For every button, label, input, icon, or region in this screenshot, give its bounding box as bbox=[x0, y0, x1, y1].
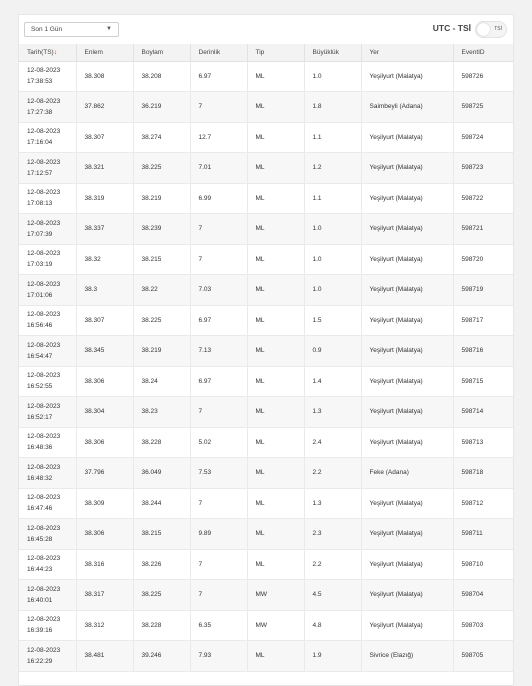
event-id-cell: 598724 bbox=[453, 122, 513, 153]
type-cell: ML bbox=[247, 183, 304, 214]
latitude-cell: 38.307 bbox=[76, 122, 133, 153]
event-time: 16:40:01 bbox=[27, 596, 53, 604]
table-row[interactable] bbox=[19, 580, 513, 611]
type-cell: ML bbox=[247, 519, 304, 550]
event-date: 12-08-2023 bbox=[27, 616, 61, 624]
longitude-cell: 39.246 bbox=[133, 641, 190, 672]
event-date: 12-08-2023 bbox=[27, 219, 61, 227]
column-header-event-id[interactable]: EventID bbox=[453, 44, 513, 61]
location-cell: Yeşilyurt (Malatya) bbox=[361, 488, 453, 519]
location-cell: Yeşilyurt (Malatya) bbox=[361, 397, 453, 428]
event-time: 17:27:38 bbox=[27, 108, 53, 116]
depth-cell: 7.53 bbox=[190, 458, 247, 489]
location-cell: Yeşilyurt (Malatya) bbox=[361, 275, 453, 306]
magnitude-cell: 1.3 bbox=[304, 397, 361, 428]
event-date: 12-08-2023 bbox=[27, 189, 61, 197]
date-cell bbox=[19, 92, 76, 123]
event-date: 12-08-2023 bbox=[27, 250, 61, 258]
event-date: 12-08-2023 bbox=[27, 67, 61, 75]
date-cell bbox=[19, 519, 76, 550]
table-row[interactable] bbox=[19, 641, 513, 672]
event-id-cell: 598703 bbox=[453, 610, 513, 641]
depth-cell: 6.97 bbox=[190, 366, 247, 397]
table-row[interactable] bbox=[19, 397, 513, 428]
latitude-cell: 38.306 bbox=[76, 366, 133, 397]
latitude-cell: 38.309 bbox=[76, 488, 133, 519]
table-row[interactable] bbox=[19, 488, 513, 519]
event-date: 12-08-2023 bbox=[27, 97, 61, 105]
event-id-cell: 598705 bbox=[453, 641, 513, 672]
event-date: 12-08-2023 bbox=[27, 646, 61, 654]
latitude-cell: 37.862 bbox=[76, 92, 133, 123]
event-id-cell: 598721 bbox=[453, 214, 513, 245]
event-date: 12-08-2023 bbox=[27, 524, 61, 532]
date-cell bbox=[19, 366, 76, 397]
column-header-longitude[interactable]: Boylam bbox=[133, 44, 190, 61]
event-time: 17:12:57 bbox=[27, 169, 53, 177]
column-header-depth[interactable]: Derinlik bbox=[190, 44, 247, 61]
event-id-cell: 598717 bbox=[453, 305, 513, 336]
event-time: 16:22:29 bbox=[27, 657, 53, 665]
event-date: 12-08-2023 bbox=[27, 158, 61, 166]
latitude-cell: 38.306 bbox=[76, 519, 133, 550]
event-time: 16:52:55 bbox=[27, 383, 53, 391]
event-date: 12-08-2023 bbox=[27, 128, 61, 136]
event-date: 12-08-2023 bbox=[27, 463, 61, 471]
longitude-cell: 38.225 bbox=[133, 580, 190, 611]
event-time: 16:44:23 bbox=[27, 566, 53, 574]
table-row[interactable] bbox=[19, 366, 513, 397]
location-cell: Yeşilyurt (Malatya) bbox=[361, 580, 453, 611]
timezone-label: UTC - TSİ bbox=[432, 23, 471, 33]
event-id-cell: 598710 bbox=[453, 549, 513, 580]
table-row[interactable] bbox=[19, 183, 513, 214]
longitude-cell: 36.219 bbox=[133, 92, 190, 123]
column-header-date[interactable]: Tarih(TS)↓ bbox=[19, 44, 76, 61]
type-cell: ML bbox=[247, 458, 304, 489]
longitude-cell: 38.22 bbox=[133, 275, 190, 306]
event-id-cell: 598713 bbox=[453, 427, 513, 458]
event-id-cell: 598704 bbox=[453, 580, 513, 611]
longitude-cell: 38.274 bbox=[133, 122, 190, 153]
event-date: 12-08-2023 bbox=[27, 341, 61, 349]
location-cell: Sivrice (Elazığ) bbox=[361, 641, 453, 672]
event-time: 17:01:06 bbox=[27, 291, 53, 299]
event-id-cell: 598719 bbox=[453, 275, 513, 306]
column-header-magnitude[interactable]: Büyüklük bbox=[304, 44, 361, 61]
depth-cell: 7.13 bbox=[190, 336, 247, 367]
event-time: 17:16:04 bbox=[27, 139, 53, 147]
date-cell bbox=[19, 580, 76, 611]
event-time: 17:08:13 bbox=[27, 200, 53, 208]
longitude-cell: 38.225 bbox=[133, 153, 190, 184]
type-cell: MW bbox=[247, 610, 304, 641]
location-cell: Yeşilyurt (Malatya) bbox=[361, 183, 453, 214]
date-cell bbox=[19, 641, 76, 672]
column-header-type[interactable]: Tip bbox=[247, 44, 304, 61]
date-cell bbox=[19, 488, 76, 519]
type-cell: ML bbox=[247, 366, 304, 397]
type-cell: ML bbox=[247, 122, 304, 153]
longitude-cell: 36.049 bbox=[133, 458, 190, 489]
table-row[interactable] bbox=[19, 610, 513, 641]
event-time: 16:48:36 bbox=[27, 444, 53, 452]
location-cell: Yeşilyurt (Malatya) bbox=[361, 549, 453, 580]
table-row[interactable] bbox=[19, 427, 513, 458]
type-cell: ML bbox=[247, 275, 304, 306]
event-date: 12-08-2023 bbox=[27, 585, 61, 593]
depth-cell: 7 bbox=[190, 488, 247, 519]
magnitude-cell: 1.0 bbox=[304, 214, 361, 245]
latitude-cell: 38.3 bbox=[76, 275, 133, 306]
event-date: 12-08-2023 bbox=[27, 433, 61, 441]
table-row[interactable] bbox=[19, 336, 513, 367]
column-header-location[interactable]: Yer bbox=[361, 44, 453, 61]
location-cell: Yeşilyurt (Malatya) bbox=[361, 244, 453, 275]
type-cell: ML bbox=[247, 214, 304, 245]
magnitude-cell: 4.8 bbox=[304, 610, 361, 641]
magnitude-cell: 1.8 bbox=[304, 92, 361, 123]
depth-cell: 7.03 bbox=[190, 275, 247, 306]
type-cell: ML bbox=[247, 305, 304, 336]
location-cell: Yeşilyurt (Malatya) bbox=[361, 366, 453, 397]
location-cell: Yeşilyurt (Malatya) bbox=[361, 122, 453, 153]
location-cell: Yeşilyurt (Malatya) bbox=[361, 61, 453, 92]
latitude-cell: 38.308 bbox=[76, 61, 133, 92]
timezone-toggle[interactable] bbox=[475, 21, 507, 38]
latitude-cell: 38.312 bbox=[76, 610, 133, 641]
table-row[interactable] bbox=[19, 153, 513, 184]
latitude-cell: 37.796 bbox=[76, 458, 133, 489]
event-time: 16:47:46 bbox=[27, 505, 53, 513]
magnitude-cell: 2.3 bbox=[304, 519, 361, 550]
depth-cell: 7 bbox=[190, 244, 247, 275]
magnitude-cell: 1.0 bbox=[304, 275, 361, 306]
magnitude-cell: 1.2 bbox=[304, 153, 361, 184]
type-cell: ML bbox=[247, 153, 304, 184]
earthquake-list-panel bbox=[18, 14, 514, 686]
magnitude-cell: 1.9 bbox=[304, 641, 361, 672]
event-time: 17:38:53 bbox=[27, 78, 53, 86]
event-time: 17:07:39 bbox=[27, 230, 53, 238]
type-cell: ML bbox=[247, 488, 304, 519]
depth-cell: 7 bbox=[190, 92, 247, 123]
event-id-cell: 598716 bbox=[453, 336, 513, 367]
date-cell bbox=[19, 61, 76, 92]
magnitude-cell: 1.1 bbox=[304, 122, 361, 153]
type-cell: ML bbox=[247, 336, 304, 367]
date-cell bbox=[19, 336, 76, 367]
event-id-cell: 598712 bbox=[453, 488, 513, 519]
magnitude-cell: 2.2 bbox=[304, 458, 361, 489]
magnitude-cell: 2.2 bbox=[304, 549, 361, 580]
date-cell bbox=[19, 275, 76, 306]
table-row[interactable] bbox=[19, 122, 513, 153]
date-cell bbox=[19, 244, 76, 275]
event-date: 12-08-2023 bbox=[27, 402, 61, 410]
date-cell bbox=[19, 183, 76, 214]
latitude-cell: 38.32 bbox=[76, 244, 133, 275]
longitude-cell: 38.244 bbox=[133, 488, 190, 519]
depth-cell: 6.99 bbox=[190, 183, 247, 214]
location-cell: Yeşilyurt (Malatya) bbox=[361, 610, 453, 641]
depth-cell: 7 bbox=[190, 214, 247, 245]
table-row[interactable] bbox=[19, 549, 513, 580]
event-time: 17:03:19 bbox=[27, 261, 53, 269]
event-id-cell: 598711 bbox=[453, 519, 513, 550]
event-time: 16:45:28 bbox=[27, 535, 53, 543]
location-cell: Yeşilyurt (Malatya) bbox=[361, 427, 453, 458]
earthquake-table bbox=[19, 44, 513, 672]
date-cell bbox=[19, 397, 76, 428]
event-id-cell: 598720 bbox=[453, 244, 513, 275]
depth-cell: 6.35 bbox=[190, 610, 247, 641]
depth-cell: 7.01 bbox=[190, 153, 247, 184]
event-date: 12-08-2023 bbox=[27, 311, 61, 319]
location-cell: Saimbeyli (Adana) bbox=[361, 92, 453, 123]
longitude-cell: 38.23 bbox=[133, 397, 190, 428]
type-cell: ML bbox=[247, 427, 304, 458]
period-select[interactable] bbox=[24, 22, 119, 37]
magnitude-cell: 1.5 bbox=[304, 305, 361, 336]
event-date: 12-08-2023 bbox=[27, 555, 61, 563]
longitude-cell: 38.215 bbox=[133, 244, 190, 275]
depth-cell: 7.93 bbox=[190, 641, 247, 672]
latitude-cell: 38.321 bbox=[76, 153, 133, 184]
depth-cell: 7 bbox=[190, 549, 247, 580]
event-id-cell: 598722 bbox=[453, 183, 513, 214]
longitude-cell: 38.208 bbox=[133, 61, 190, 92]
depth-cell: 6.97 bbox=[190, 61, 247, 92]
depth-cell: 7 bbox=[190, 397, 247, 428]
longitude-cell: 38.24 bbox=[133, 366, 190, 397]
longitude-cell: 38.239 bbox=[133, 214, 190, 245]
magnitude-cell: 1.0 bbox=[304, 244, 361, 275]
event-id-cell: 598726 bbox=[453, 61, 513, 92]
event-time: 16:39:16 bbox=[27, 627, 53, 635]
latitude-cell: 38.306 bbox=[76, 427, 133, 458]
date-cell bbox=[19, 305, 76, 336]
date-cell bbox=[19, 458, 76, 489]
table-row[interactable] bbox=[19, 275, 513, 306]
date-cell bbox=[19, 549, 76, 580]
latitude-cell: 38.317 bbox=[76, 580, 133, 611]
toggle-knob bbox=[477, 23, 490, 36]
table-row[interactable] bbox=[19, 92, 513, 123]
latitude-cell: 38.345 bbox=[76, 336, 133, 367]
type-cell: ML bbox=[247, 61, 304, 92]
event-id-cell: 598725 bbox=[453, 92, 513, 123]
event-date: 12-08-2023 bbox=[27, 372, 61, 380]
date-cell bbox=[19, 427, 76, 458]
table-row[interactable] bbox=[19, 244, 513, 275]
magnitude-cell: 1.0 bbox=[304, 61, 361, 92]
table-row[interactable] bbox=[19, 519, 513, 550]
magnitude-cell: 1.3 bbox=[304, 488, 361, 519]
magnitude-cell: 0.9 bbox=[304, 336, 361, 367]
event-time: 16:56:46 bbox=[27, 322, 53, 330]
date-cell bbox=[19, 214, 76, 245]
latitude-cell: 38.307 bbox=[76, 305, 133, 336]
latitude-cell: 38.337 bbox=[76, 214, 133, 245]
type-cell: ML bbox=[247, 92, 304, 123]
event-time: 16:54:47 bbox=[27, 352, 53, 360]
location-cell: Yeşilyurt (Malatya) bbox=[361, 214, 453, 245]
depth-cell: 6.97 bbox=[190, 305, 247, 336]
date-cell bbox=[19, 610, 76, 641]
latitude-cell: 38.304 bbox=[76, 397, 133, 428]
depth-cell: 9.89 bbox=[190, 519, 247, 550]
sort-arrow-icon: ↓ bbox=[53, 48, 58, 56]
magnitude-cell: 1.1 bbox=[304, 183, 361, 214]
event-time: 16:52:17 bbox=[27, 413, 53, 421]
longitude-cell: 38.219 bbox=[133, 183, 190, 214]
toolbar bbox=[24, 21, 507, 39]
timezone-toggle-text: TSİ bbox=[494, 26, 502, 32]
type-cell: ML bbox=[247, 549, 304, 580]
date-cell bbox=[19, 153, 76, 184]
latitude-cell: 38.316 bbox=[76, 549, 133, 580]
location-cell: Yeşilyurt (Malatya) bbox=[361, 153, 453, 184]
event-date: 12-08-2023 bbox=[27, 494, 61, 502]
magnitude-cell: 2.4 bbox=[304, 427, 361, 458]
table-row[interactable] bbox=[19, 61, 513, 92]
table-row[interactable] bbox=[19, 305, 513, 336]
column-header-latitude[interactable]: Enlem bbox=[76, 44, 133, 61]
latitude-cell: 38.481 bbox=[76, 641, 133, 672]
location-cell: Feke (Adana) bbox=[361, 458, 453, 489]
type-cell: ML bbox=[247, 244, 304, 275]
depth-cell: 7 bbox=[190, 580, 247, 611]
period-select-value: Son 1 Gün bbox=[31, 26, 63, 33]
location-cell: Yeşilyurt (Malatya) bbox=[361, 336, 453, 367]
type-cell: MW bbox=[247, 580, 304, 611]
event-id-cell: 598714 bbox=[453, 397, 513, 428]
longitude-cell: 38.225 bbox=[133, 305, 190, 336]
latitude-cell: 38.319 bbox=[76, 183, 133, 214]
longitude-cell: 38.228 bbox=[133, 427, 190, 458]
magnitude-cell: 4.5 bbox=[304, 580, 361, 611]
event-id-cell: 598718 bbox=[453, 458, 513, 489]
depth-cell: 12.7 bbox=[190, 122, 247, 153]
event-date: 12-08-2023 bbox=[27, 280, 61, 288]
longitude-cell: 38.219 bbox=[133, 336, 190, 367]
event-id-cell: 598723 bbox=[453, 153, 513, 184]
event-time: 16:48:32 bbox=[27, 474, 53, 482]
longitude-cell: 38.215 bbox=[133, 519, 190, 550]
magnitude-cell: 1.4 bbox=[304, 366, 361, 397]
event-id-cell: 598715 bbox=[453, 366, 513, 397]
location-cell: Yeşilyurt (Malatya) bbox=[361, 519, 453, 550]
chevron-down-icon: ▼ bbox=[106, 26, 112, 32]
table-row[interactable] bbox=[19, 214, 513, 245]
type-cell: ML bbox=[247, 641, 304, 672]
date-cell bbox=[19, 122, 76, 153]
table-row[interactable] bbox=[19, 458, 513, 489]
table-header-row bbox=[19, 44, 513, 61]
location-cell: Yeşilyurt (Malatya) bbox=[361, 305, 453, 336]
longitude-cell: 38.228 bbox=[133, 610, 190, 641]
type-cell: ML bbox=[247, 397, 304, 428]
depth-cell: 5.02 bbox=[190, 427, 247, 458]
longitude-cell: 38.226 bbox=[133, 549, 190, 580]
